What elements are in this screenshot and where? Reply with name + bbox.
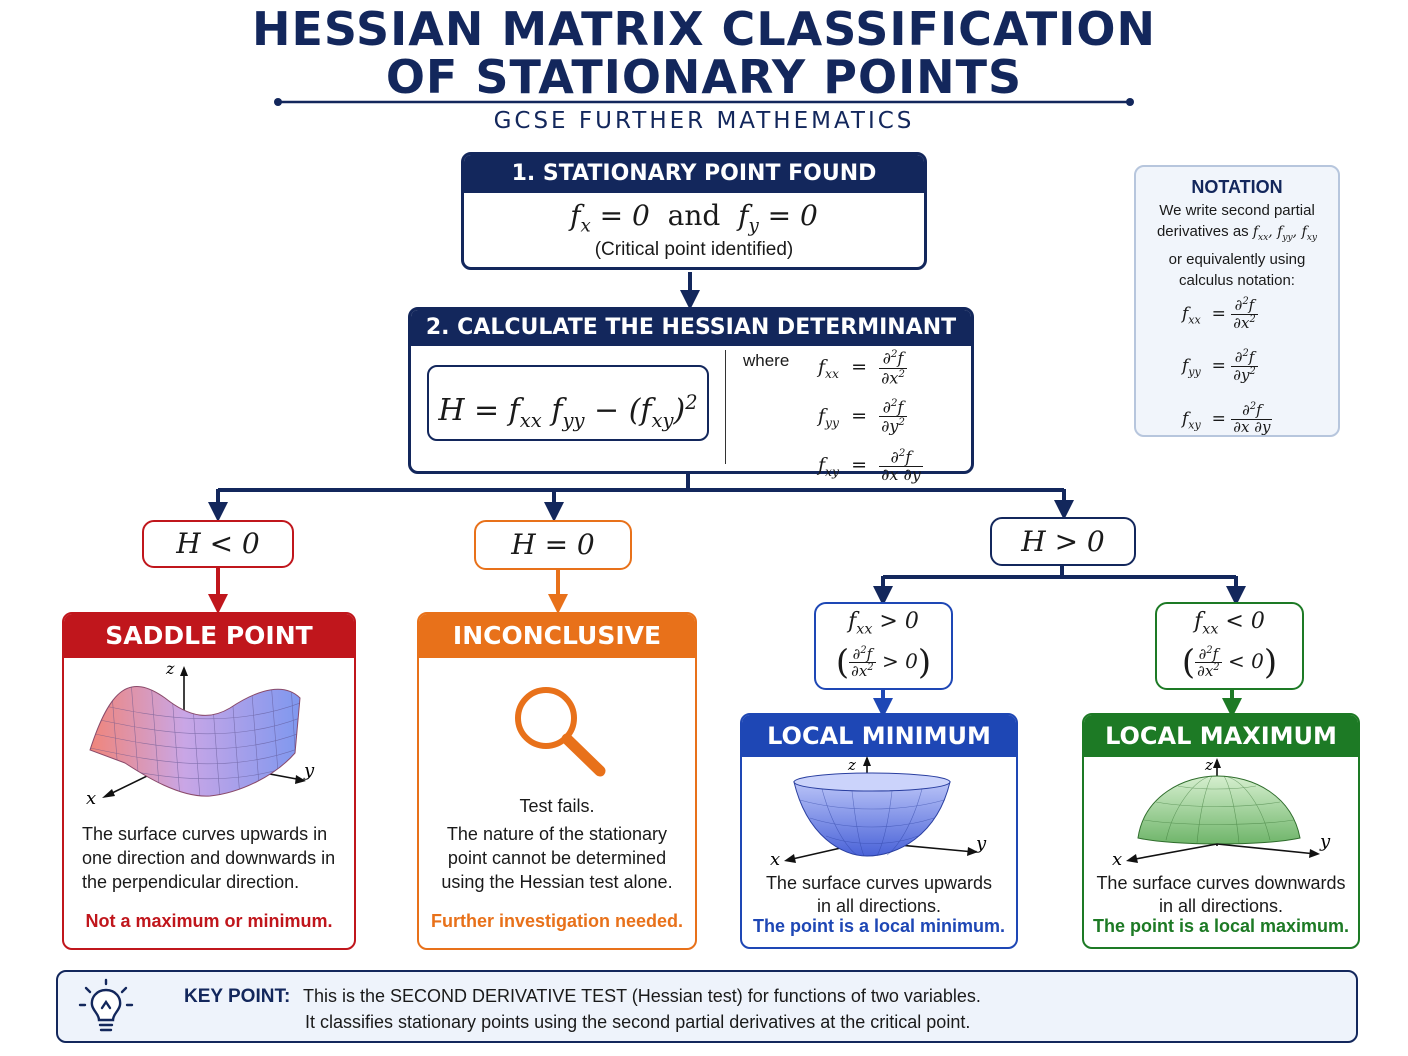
magnifier-icon xyxy=(506,680,610,780)
local-max-desc1: The surface curves downwards xyxy=(1096,873,1346,893)
inconclusive-title: INCONCLUSIVE xyxy=(419,614,695,658)
inconclusive-desc2: point cannot be determined xyxy=(447,848,667,868)
local-maximum-conclusion: The point is a local maximum. xyxy=(1092,916,1350,936)
condition-h-zero: H = 0 xyxy=(474,520,632,570)
saddle-conclusion: Not a maximum or minimum. xyxy=(85,911,333,931)
local-maximum-description xyxy=(1084,872,1358,918)
min-axis-y: y xyxy=(976,833,987,854)
local-max-desc2: in all directions. xyxy=(1158,896,1284,916)
step1-title: 1. STATIONARY POINT FOUND xyxy=(464,155,924,193)
notation-text3: or equivalently using xyxy=(1168,250,1306,268)
bowl-surface-graphic xyxy=(752,756,1006,870)
key-point-label: KEY POINT: xyxy=(184,986,291,1007)
saddle-axis-z: z xyxy=(166,659,175,678)
local-minimum-conclusion: The point is a local minimum. xyxy=(752,916,1006,936)
step1-caption: (Critical point identified) xyxy=(594,238,794,260)
step1-equation: $f_x = 0$ and $f_y = 0$ xyxy=(570,199,818,237)
hessian-formula: $H = f_{xx}$ $f_{yy} - (f_{xy})^2$ xyxy=(427,365,709,441)
page-title-line2: OF STATIONARY POINTS xyxy=(385,50,1023,104)
saddle-desc1: The surface curves upwards in xyxy=(82,824,328,844)
condition-h-positive: H > 0 xyxy=(990,517,1136,566)
step1-and: and xyxy=(667,199,721,232)
local-min-desc1: The surface curves upwards xyxy=(765,873,993,893)
inconclusive-desc3: using the Hessian test alone. xyxy=(441,872,673,892)
notation-text1: We write second partial xyxy=(1159,202,1315,219)
saddle-description xyxy=(70,822,352,894)
page-subtitle: GCSE FURTHER MATHEMATICS xyxy=(493,108,915,134)
saddle-title: SADDLE POINT xyxy=(64,614,354,658)
saddle-desc2: one direction and downwards in xyxy=(82,848,336,868)
key-point-line1: This is the SECOND DERIVATIVE TEST (Hessian test) for functions of two variables. xyxy=(303,986,981,1006)
inconclusive-description xyxy=(420,794,694,894)
min-axis-x: x xyxy=(770,849,781,870)
local-min-desc2: in all directions. xyxy=(816,896,942,916)
condition-fxx-negative: $f_{xx} < 0$ ( $\frac{\partial^2f}{\partial x^2}$ < 0) xyxy=(1155,602,1304,690)
saddle-surface-graphic xyxy=(70,658,350,808)
inconclusive-card xyxy=(417,612,697,950)
max-axis-z: z xyxy=(1205,756,1213,774)
condition-fxx-positive: $f_{xx} > 0$ ( $\frac{\partial^2f}{\partial x^2}$ > 0) xyxy=(814,602,953,690)
notation-text2: derivatives as xyxy=(1156,223,1249,240)
notation-formulas: $f_{xx}$ = $\frac{\partial^2f}{\partial x^2}$ $f_{yy}$ = $\frac{\partial^2f}{\partial y^2}$ $f_{xy}$ = $\frac{\partial^2f}{\partial x \partial y}$ xyxy=(1182,296,1271,437)
notation-text: We write second partial derivatives as $f_{xx}$, $f_{yy}$, $f_{xy}$ or equivalently using calculus notation: xyxy=(1136,200,1338,291)
lightbulb-icon xyxy=(78,978,134,1036)
saddle-axis-y: y xyxy=(304,760,315,781)
inconclusive-desc0: Test fails. xyxy=(519,796,595,816)
step1-box xyxy=(461,152,927,270)
max-axis-y: y xyxy=(1320,831,1331,852)
where-label: where xyxy=(743,351,790,370)
notation-box xyxy=(1134,165,1340,437)
condition-h-negative: H < 0 xyxy=(142,520,294,568)
inconclusive-desc1: The nature of the stationary xyxy=(446,824,668,844)
partial-definitions: $f_{xx}$ = $\frac{\partial^2f}{\partial x^2}$ $f_{yy}$ = $\frac{\partial^2f}{\partial y^2}$ $f_{xy}$ = $\frac{\partial^2f}{\partial x \partial y}$ xyxy=(818,348,921,484)
key-point-line2: It classifies stationary points using the second partial derivatives at the critical point. xyxy=(305,1012,971,1032)
notation-title: NOTATION xyxy=(1191,177,1283,197)
saddle-desc3: the perpendicular direction. xyxy=(82,872,300,892)
step2-divider xyxy=(725,350,726,464)
dome-surface-graphic xyxy=(1094,756,1348,870)
page-title-line1: HESSIAN MATRIX CLASSIFICATION xyxy=(252,2,1156,56)
local-maximum-title: LOCAL MAXIMUM xyxy=(1084,715,1358,757)
saddle-axis-x: x xyxy=(86,788,97,808)
notation-text4: calculus notation: xyxy=(1179,271,1295,289)
step2-title: 2. CALCULATE THE HESSIAN DETERMINANT xyxy=(411,310,971,346)
local-minimum-title: LOCAL MINIMUM xyxy=(742,715,1016,757)
inconclusive-conclusion: Further investigation needed. xyxy=(430,911,684,931)
local-minimum-description xyxy=(742,872,1016,918)
min-axis-z: z xyxy=(848,756,856,774)
max-axis-x: x xyxy=(1112,849,1123,870)
